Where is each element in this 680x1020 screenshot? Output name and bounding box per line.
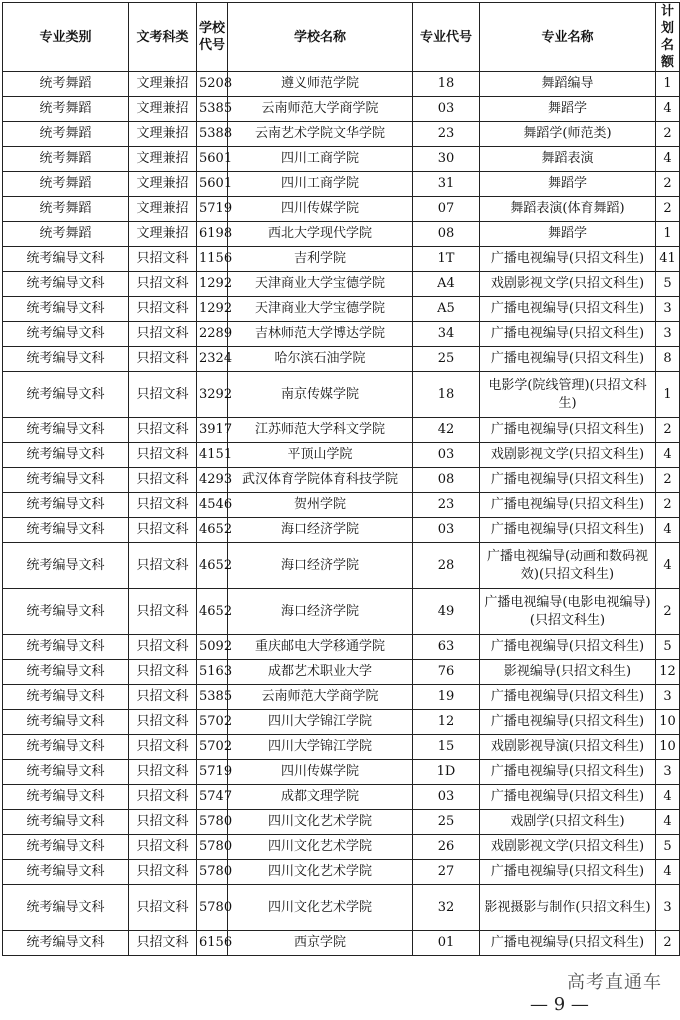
cell-school-code: 4546 (197, 493, 228, 518)
cell-major-category: 统考编导文科 (3, 860, 129, 885)
cell-school-name: 海口经济学院 (228, 543, 413, 589)
cell-exam-type: 只招文科 (129, 810, 197, 835)
page-number: — 9 — (530, 994, 589, 1015)
table-row (3, 931, 680, 956)
cell-exam-type: 只招文科 (129, 518, 197, 543)
cell-major-name: 舞蹈学 (480, 172, 656, 197)
cell-exam-type: 只招文科 (129, 760, 197, 785)
cell-school-code: 5163 (197, 660, 228, 685)
table-row (3, 197, 680, 222)
cell-exam-type: 只招文科 (129, 785, 197, 810)
cell-major-code: 01 (413, 931, 480, 956)
cell-major-name: 舞蹈学 (480, 97, 656, 122)
cell-exam-type: 文理兼招 (129, 97, 197, 122)
cell-major-name: 舞蹈表演(体育舞蹈) (480, 197, 656, 222)
cell-plan-quota: 4 (656, 785, 680, 810)
cell-school-code: 2324 (197, 347, 228, 372)
cell-exam-type: 只招文科 (129, 493, 197, 518)
cell-major-code: 31 (413, 172, 480, 197)
cell-major-code: 12 (413, 710, 480, 735)
cell-school-name: 成都艺术职业大学 (228, 660, 413, 685)
cell-major-name: 戏剧影视文学(只招文科生) (480, 443, 656, 468)
cell-exam-type: 文理兼招 (129, 222, 197, 247)
cell-major-code: 19 (413, 685, 480, 710)
cell-major-code: 03 (413, 443, 480, 468)
table-row (3, 660, 680, 685)
cell-major-category: 统考编导文科 (3, 635, 129, 660)
cell-exam-type: 只招文科 (129, 589, 197, 635)
cell-major-category: 统考编导文科 (3, 518, 129, 543)
header-plan-quota: 计划名额 (656, 3, 680, 72)
cell-school-name: 海口经济学院 (228, 518, 413, 543)
cell-major-code: 30 (413, 147, 480, 172)
cell-school-code: 1292 (197, 297, 228, 322)
cell-school-code: 5702 (197, 710, 228, 735)
cell-major-code: 25 (413, 810, 480, 835)
cell-major-name: 广播电视编导(只招文科生) (480, 760, 656, 785)
cell-major-code: 49 (413, 589, 480, 635)
cell-major-category: 统考编导文科 (3, 710, 129, 735)
cell-school-name: 四川大学锦江学院 (228, 710, 413, 735)
cell-major-code: 1T (413, 247, 480, 272)
table-row (3, 810, 680, 835)
cell-plan-quota: 2 (656, 589, 680, 635)
cell-major-category: 统考编导文科 (3, 785, 129, 810)
table-row (3, 297, 680, 322)
cell-major-category: 统考编导文科 (3, 468, 129, 493)
cell-school-name: 云南师范大学商学院 (228, 685, 413, 710)
cell-school-code: 5092 (197, 635, 228, 660)
cell-school-name: 海口经济学院 (228, 589, 413, 635)
cell-plan-quota: 3 (656, 322, 680, 347)
table-row (3, 710, 680, 735)
cell-exam-type: 只招文科 (129, 885, 197, 931)
cell-school-name: 吉利学院 (228, 247, 413, 272)
header-school-code: 学校代号 (197, 3, 228, 72)
cell-school-code: 4652 (197, 543, 228, 589)
table-row (3, 222, 680, 247)
table-row (3, 760, 680, 785)
cell-plan-quota: 3 (656, 297, 680, 322)
table-row (3, 418, 680, 443)
cell-major-code: 18 (413, 372, 480, 418)
cell-major-name: 广播电视编导(只招文科生) (480, 247, 656, 272)
cell-major-name: 戏剧学(只招文科生) (480, 810, 656, 835)
cell-major-code: 03 (413, 97, 480, 122)
cell-major-name: 广播电视编导(只招文科生) (480, 468, 656, 493)
cell-school-code: 5780 (197, 860, 228, 885)
cell-plan-quota: 2 (656, 931, 680, 956)
cell-major-name: 广播电视编导(只招文科生) (480, 297, 656, 322)
cell-major-code: 23 (413, 493, 480, 518)
table-row (3, 347, 680, 372)
cell-major-code: 28 (413, 543, 480, 589)
cell-plan-quota: 1 (656, 222, 680, 247)
cell-plan-quota: 5 (656, 635, 680, 660)
watermark: 高考直通车 (567, 972, 662, 993)
cell-plan-quota: 3 (656, 760, 680, 785)
cell-plan-quota: 2 (656, 172, 680, 197)
cell-major-name: 舞蹈表演 (480, 147, 656, 172)
cell-exam-type: 只招文科 (129, 660, 197, 685)
cell-major-name: 广播电视编导(只招文科生) (480, 785, 656, 810)
cell-school-code: 5747 (197, 785, 228, 810)
cell-major-code: 42 (413, 418, 480, 443)
cell-major-code: A5 (413, 297, 480, 322)
cell-major-name: 影视摄影与制作(只招文科生) (480, 885, 656, 931)
cell-school-name: 云南师范大学商学院 (228, 97, 413, 122)
cell-school-code: 4293 (197, 468, 228, 493)
cell-major-code: 08 (413, 222, 480, 247)
cell-major-name: 广播电视编导(只招文科生) (480, 931, 656, 956)
cell-major-name: 广播电视编导(只招文科生) (480, 685, 656, 710)
cell-plan-quota: 4 (656, 543, 680, 589)
cell-major-name: 广播电视编导(只招文科生) (480, 518, 656, 543)
cell-school-code: 5719 (197, 197, 228, 222)
table-row (3, 72, 680, 97)
cell-school-code: 6198 (197, 222, 228, 247)
cell-plan-quota: 12 (656, 660, 680, 685)
cell-exam-type: 文理兼招 (129, 122, 197, 147)
cell-major-code: 34 (413, 322, 480, 347)
cell-plan-quota: 4 (656, 860, 680, 885)
table-row (3, 493, 680, 518)
cell-exam-type: 只招文科 (129, 835, 197, 860)
cell-plan-quota: 2 (656, 122, 680, 147)
header-major-name: 专业名称 (480, 3, 656, 72)
cell-school-code: 4652 (197, 518, 228, 543)
cell-major-code: 63 (413, 635, 480, 660)
table-row (3, 543, 680, 589)
cell-plan-quota: 2 (656, 197, 680, 222)
cell-school-code: 5780 (197, 835, 228, 860)
table-row (3, 322, 680, 347)
cell-major-name: 舞蹈学(师范类) (480, 122, 656, 147)
cell-school-name: 西京学院 (228, 931, 413, 956)
cell-major-code: 08 (413, 468, 480, 493)
cell-school-name: 吉林师范大学博达学院 (228, 322, 413, 347)
cell-plan-quota: 4 (656, 97, 680, 122)
cell-school-name: 西北大学现代学院 (228, 222, 413, 247)
cell-school-name: 云南艺术学院文华学院 (228, 122, 413, 147)
cell-school-code: 5388 (197, 122, 228, 147)
cell-exam-type: 只招文科 (129, 443, 197, 468)
cell-school-name: 武汉体育学院体育科技学院 (228, 468, 413, 493)
table-row (3, 685, 680, 710)
cell-school-name: 遵义师范学院 (228, 72, 413, 97)
cell-plan-quota: 3 (656, 885, 680, 931)
cell-school-code: 5208 (197, 72, 228, 97)
table-row (3, 172, 680, 197)
cell-exam-type: 只招文科 (129, 710, 197, 735)
cell-major-category: 统考编导文科 (3, 885, 129, 931)
cell-school-name: 四川文化艺术学院 (228, 810, 413, 835)
cell-major-category: 统考编导文科 (3, 347, 129, 372)
cell-major-category: 统考编导文科 (3, 297, 129, 322)
cell-school-code: 5780 (197, 885, 228, 931)
table-row (3, 785, 680, 810)
cell-major-name: 戏剧影视文学(只招文科生) (480, 835, 656, 860)
cell-major-category: 统考舞蹈 (3, 222, 129, 247)
cell-plan-quota: 5 (656, 835, 680, 860)
cell-school-code: 6156 (197, 931, 228, 956)
cell-school-name: 四川传媒学院 (228, 197, 413, 222)
cell-major-name: 舞蹈学 (480, 222, 656, 247)
cell-major-category: 统考编导文科 (3, 760, 129, 785)
cell-exam-type: 只招文科 (129, 372, 197, 418)
cell-school-code: 2289 (197, 322, 228, 347)
cell-exam-type: 只招文科 (129, 543, 197, 589)
cell-major-name: 广播电视编导(只招文科生) (480, 322, 656, 347)
header-major-code: 专业代号 (413, 3, 480, 72)
cell-major-code: 32 (413, 885, 480, 931)
cell-exam-type: 文理兼招 (129, 147, 197, 172)
cell-exam-type: 只招文科 (129, 347, 197, 372)
cell-major-category: 统考编导文科 (3, 810, 129, 835)
cell-major-code: 26 (413, 835, 480, 860)
cell-exam-type: 只招文科 (129, 860, 197, 885)
cell-exam-type: 只招文科 (129, 735, 197, 760)
cell-exam-type: 只招文科 (129, 247, 197, 272)
cell-major-category: 统考编导文科 (3, 272, 129, 297)
cell-school-code: 5702 (197, 735, 228, 760)
cell-major-category: 统考编导文科 (3, 589, 129, 635)
cell-major-name: 广播电视编导(只招文科生) (480, 493, 656, 518)
cell-plan-quota: 10 (656, 710, 680, 735)
cell-exam-type: 只招文科 (129, 931, 197, 956)
cell-major-code: 76 (413, 660, 480, 685)
table-row (3, 272, 680, 297)
cell-major-category: 统考编导文科 (3, 372, 129, 418)
table-body (3, 72, 680, 956)
cell-school-code: 1292 (197, 272, 228, 297)
cell-major-code: 1D (413, 760, 480, 785)
cell-major-name: 广播电视编导(只招文科生) (480, 418, 656, 443)
cell-school-code: 5719 (197, 760, 228, 785)
cell-school-code: 4151 (197, 443, 228, 468)
cell-plan-quota: 3 (656, 685, 680, 710)
cell-major-code: 07 (413, 197, 480, 222)
cell-major-code: 18 (413, 72, 480, 97)
cell-school-name: 天津商业大学宝德学院 (228, 272, 413, 297)
table-row (3, 97, 680, 122)
cell-plan-quota: 2 (656, 418, 680, 443)
cell-plan-quota: 10 (656, 735, 680, 760)
header-exam-type: 文考科类 (129, 3, 197, 72)
cell-school-name: 四川工商学院 (228, 147, 413, 172)
cell-school-code: 3917 (197, 418, 228, 443)
cell-plan-quota: 41 (656, 247, 680, 272)
cell-school-name: 四川文化艺术学院 (228, 860, 413, 885)
cell-major-name: 广播电视编导(只招文科生) (480, 347, 656, 372)
cell-school-name: 贺州学院 (228, 493, 413, 518)
cell-major-code: 27 (413, 860, 480, 885)
cell-major-category: 统考编导文科 (3, 735, 129, 760)
cell-major-name: 戏剧影视导演(只招文科生) (480, 735, 656, 760)
cell-major-category: 统考编导文科 (3, 443, 129, 468)
cell-plan-quota: 4 (656, 147, 680, 172)
cell-major-category: 统考编导文科 (3, 493, 129, 518)
header-row (3, 3, 680, 72)
table-row (3, 468, 680, 493)
table-row (3, 247, 680, 272)
cell-school-code: 5780 (197, 810, 228, 835)
cell-school-name: 平顶山学院 (228, 443, 413, 468)
cell-major-category: 统考舞蹈 (3, 122, 129, 147)
table-row (3, 885, 680, 931)
cell-exam-type: 文理兼招 (129, 197, 197, 222)
cell-school-code: 5601 (197, 172, 228, 197)
cell-major-name: 广播电视编导(只招文科生) (480, 860, 656, 885)
cell-school-code: 5385 (197, 97, 228, 122)
cell-plan-quota: 2 (656, 493, 680, 518)
cell-major-code: 03 (413, 518, 480, 543)
cell-major-code: 23 (413, 122, 480, 147)
cell-school-code: 3292 (197, 372, 228, 418)
cell-school-name: 重庆邮电大学移通学院 (228, 635, 413, 660)
cell-major-name: 广播电视编导(只招文科生) (480, 635, 656, 660)
cell-school-name: 哈尔滨石油学院 (228, 347, 413, 372)
cell-major-category: 统考编导文科 (3, 418, 129, 443)
cell-major-name: 电影学(院线管理)(只招文科生) (480, 372, 656, 418)
cell-major-category: 统考编导文科 (3, 247, 129, 272)
table-row (3, 372, 680, 418)
cell-major-category: 统考编导文科 (3, 835, 129, 860)
cell-major-category: 统考舞蹈 (3, 197, 129, 222)
cell-major-category: 统考舞蹈 (3, 172, 129, 197)
table-row (3, 835, 680, 860)
cell-exam-type: 只招文科 (129, 468, 197, 493)
cell-school-name: 南京传媒学院 (228, 372, 413, 418)
cell-major-category: 统考编导文科 (3, 660, 129, 685)
table-row (3, 147, 680, 172)
table-row (3, 735, 680, 760)
cell-school-name: 江苏师范大学科文学院 (228, 418, 413, 443)
cell-school-name: 天津商业大学宝德学院 (228, 297, 413, 322)
cell-major-code: 15 (413, 735, 480, 760)
header-school-name: 学校名称 (228, 3, 413, 72)
cell-plan-quota: 4 (656, 810, 680, 835)
cell-school-name: 四川传媒学院 (228, 760, 413, 785)
cell-school-name: 四川文化艺术学院 (228, 835, 413, 860)
cell-school-name: 四川工商学院 (228, 172, 413, 197)
cell-major-name: 广播电视编导(电影电视编导)(只招文科生) (480, 589, 656, 635)
cell-exam-type: 只招文科 (129, 418, 197, 443)
cell-exam-type: 只招文科 (129, 322, 197, 347)
cell-school-name: 成都文理学院 (228, 785, 413, 810)
cell-plan-quota: 4 (656, 518, 680, 543)
enrollment-plan-table (2, 2, 680, 956)
cell-major-code: 25 (413, 347, 480, 372)
cell-plan-quota: 5 (656, 272, 680, 297)
cell-plan-quota: 1 (656, 372, 680, 418)
table-row (3, 860, 680, 885)
table-row (3, 518, 680, 543)
cell-major-category: 统考编导文科 (3, 543, 129, 589)
cell-exam-type: 只招文科 (129, 272, 197, 297)
cell-exam-type: 文理兼招 (129, 172, 197, 197)
header-major-category: 专业类别 (3, 3, 129, 72)
cell-major-category: 统考舞蹈 (3, 147, 129, 172)
cell-major-code: 03 (413, 785, 480, 810)
cell-plan-quota: 1 (656, 72, 680, 97)
cell-school-code: 1156 (197, 247, 228, 272)
cell-exam-type: 文理兼招 (129, 72, 197, 97)
cell-major-name: 广播电视编导(只招文科生) (480, 710, 656, 735)
cell-exam-type: 只招文科 (129, 297, 197, 322)
cell-major-category: 统考编导文科 (3, 322, 129, 347)
cell-exam-type: 只招文科 (129, 685, 197, 710)
cell-school-name: 四川大学锦江学院 (228, 735, 413, 760)
cell-major-name: 舞蹈编导 (480, 72, 656, 97)
cell-major-category: 统考编导文科 (3, 931, 129, 956)
table-row (3, 122, 680, 147)
cell-school-code: 5601 (197, 147, 228, 172)
cell-plan-quota: 2 (656, 468, 680, 493)
cell-plan-quota: 4 (656, 443, 680, 468)
table-row (3, 443, 680, 468)
cell-major-category: 统考编导文科 (3, 685, 129, 710)
cell-major-code: A4 (413, 272, 480, 297)
table-row (3, 635, 680, 660)
cell-major-name: 广播电视编导(动画和数码视效)(只招文科生) (480, 543, 656, 589)
cell-school-code: 5385 (197, 685, 228, 710)
cell-school-name: 四川文化艺术学院 (228, 885, 413, 931)
cell-school-code: 4652 (197, 589, 228, 635)
cell-major-name: 戏剧影视文学(只招文科生) (480, 272, 656, 297)
cell-exam-type: 只招文科 (129, 635, 197, 660)
cell-major-category: 统考舞蹈 (3, 72, 129, 97)
cell-major-category: 统考舞蹈 (3, 97, 129, 122)
table-row (3, 589, 680, 635)
cell-plan-quota: 8 (656, 347, 680, 372)
cell-major-name: 影视编导(只招文科生) (480, 660, 656, 685)
